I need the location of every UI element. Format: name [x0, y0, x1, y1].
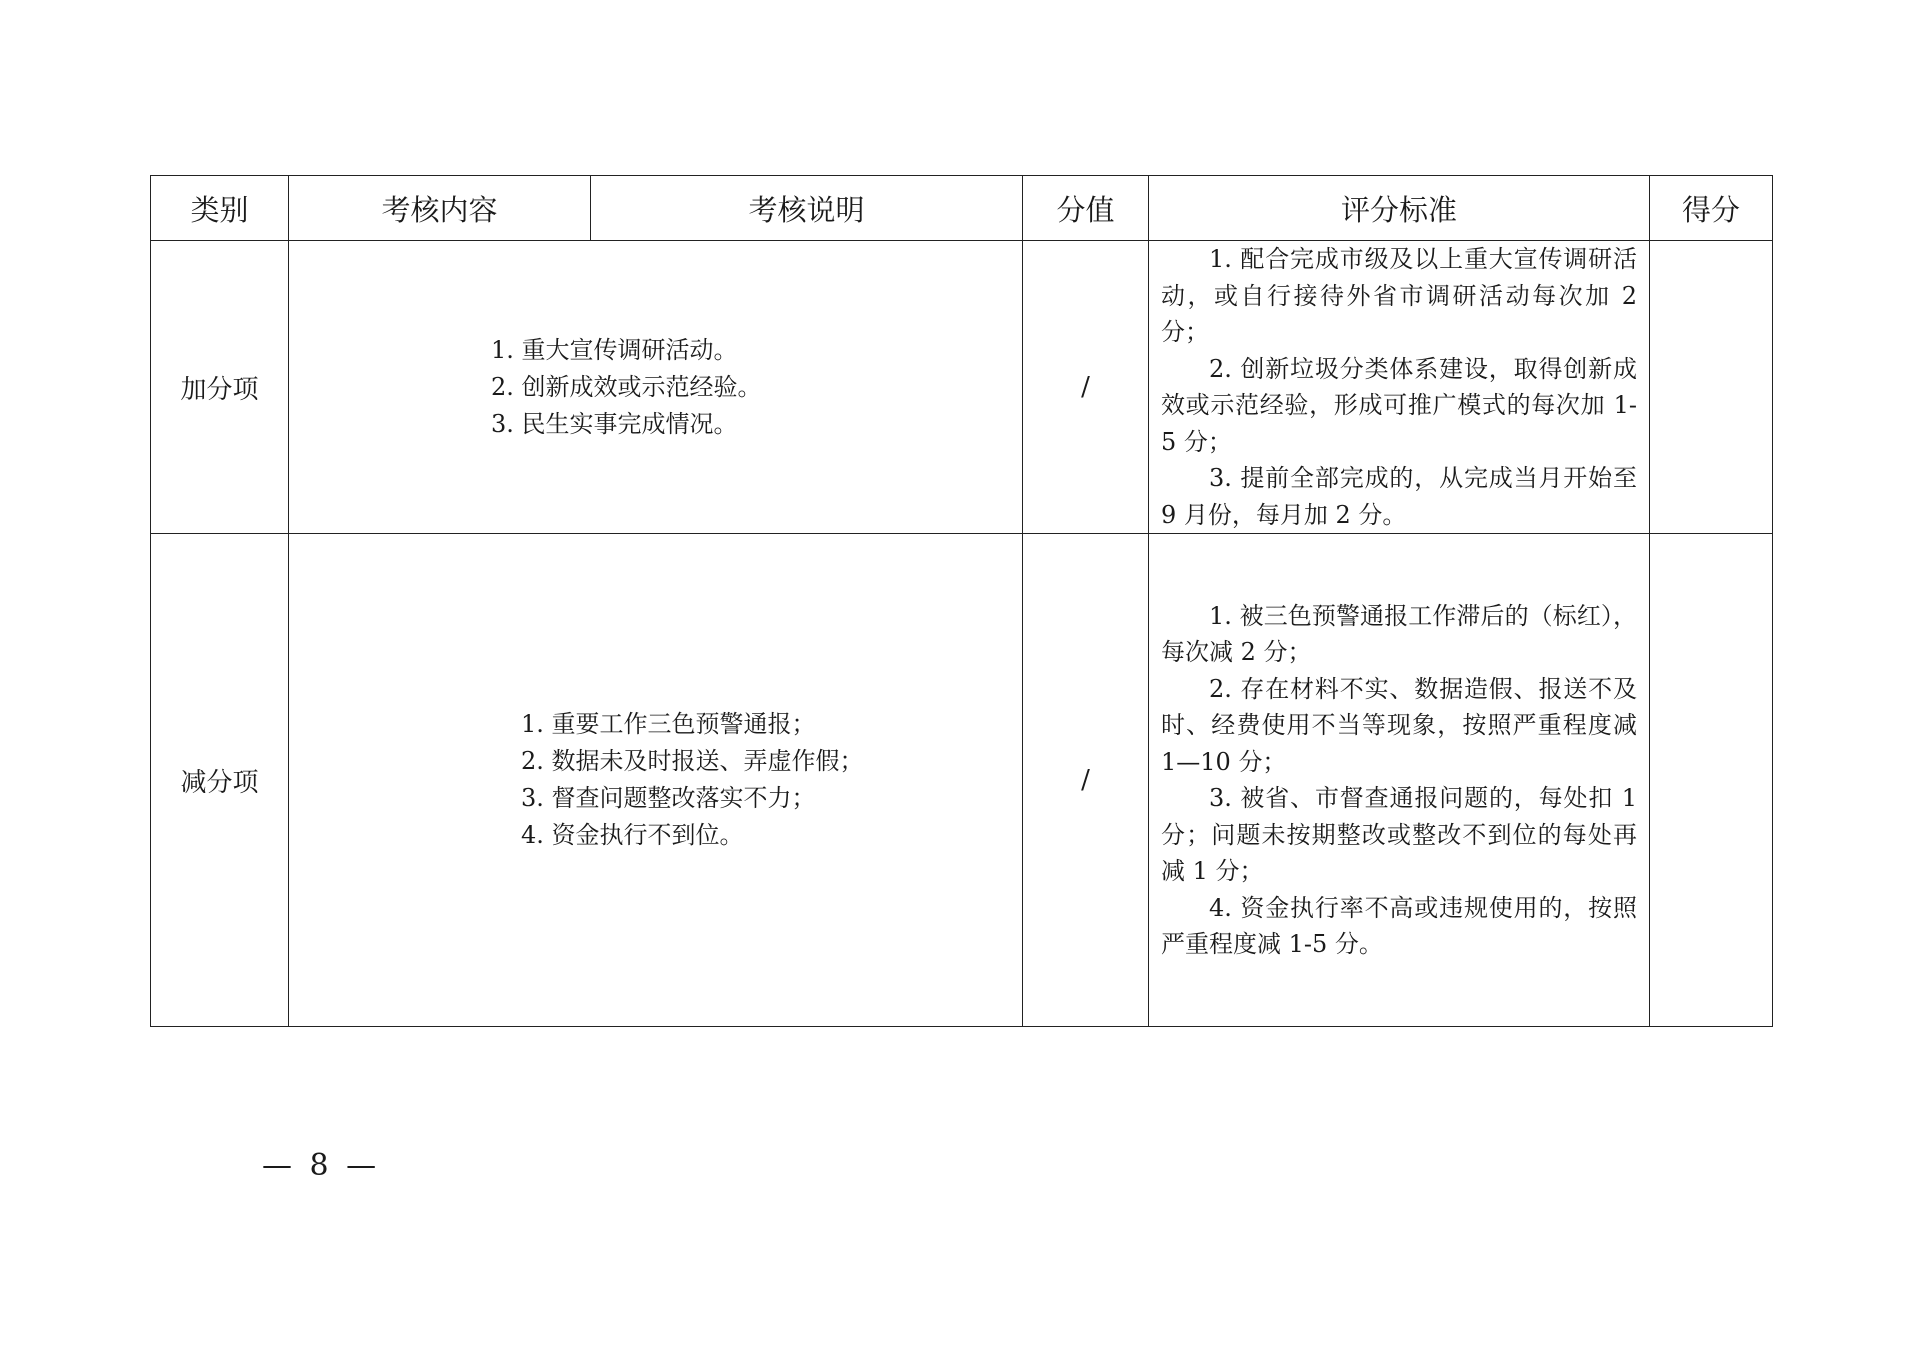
score-value-cell: /: [1023, 534, 1149, 1027]
content-item: 3. 督查问题整改落实不力；: [521, 784, 816, 812]
content-explanation-cell: [289, 534, 1023, 1027]
content-item: 1. 重大宣传调研活动。: [491, 335, 738, 364]
content-item: 2. 创新成效或示范经验。: [491, 372, 762, 401]
criteria-item: 4. 资金执行率不高或违规使用的，按照严重程度减 1-5 分。: [1161, 893, 1637, 958]
criteria-cell: [1149, 534, 1650, 1027]
page-number: — 8 —: [262, 1148, 381, 1183]
header-score-value: 分值: [1023, 176, 1149, 241]
content-item: 3. 民生实事完成情况。: [491, 409, 738, 438]
content-item: 2. 数据未及时报送、弄虚作假；: [521, 747, 864, 775]
criteria-item: 3. 提前全部完成的，从完成当月开始至 9 月份，每月加 2 分。: [1161, 464, 1637, 529]
criteria-item: 1. 配合完成市级及以上重大宣传调研活动，或自行接待外省市调研活动每次加 2 分；: [1161, 245, 1637, 346]
criteria-item: 3. 被省、市督查通报问题的，每处扣 1 分；问题未按期整改或整改不到位的每处再减 1 分；: [1161, 784, 1637, 885]
score-cell[interactable]: [1650, 534, 1773, 1027]
content-list: [289, 706, 1022, 854]
table-row-bonus: [151, 241, 1773, 534]
criteria-item: 2. 创新垃圾分类体系建设，取得创新成效或示范经验，形成可推广模式的每次加 1-5 分；: [1161, 354, 1637, 456]
content-item: 1. 重要工作三色预警通报；: [521, 710, 816, 738]
category-cell: 加分项: [151, 241, 289, 534]
assessment-table: [150, 175, 1773, 1027]
table-row-deduct: [151, 534, 1773, 1027]
header-score: 得分: [1650, 176, 1773, 241]
header-category: 类别: [151, 176, 289, 241]
table-header-row: [151, 176, 1773, 241]
content-item: 4. 资金执行不到位。: [521, 821, 744, 849]
criteria-item: 2. 存在材料不实、数据造假、报送不及时、经费使用不当等现象，按照严重程度减 1—10 分；: [1161, 674, 1637, 776]
category-cell: 减分项: [151, 534, 289, 1027]
header-criteria: 评分标准: [1149, 176, 1650, 241]
header-explanation: 考核说明: [591, 176, 1023, 241]
criteria-cell: [1149, 241, 1650, 534]
content-list: [289, 332, 1022, 443]
header-content: 考核内容: [289, 176, 591, 241]
score-value-cell: /: [1023, 241, 1149, 534]
score-cell[interactable]: [1650, 241, 1773, 534]
criteria-item: 1. 被三色预警通报工作滞后的（标红），每次减 2 分；: [1161, 601, 1637, 666]
content-explanation-cell: [289, 241, 1023, 534]
